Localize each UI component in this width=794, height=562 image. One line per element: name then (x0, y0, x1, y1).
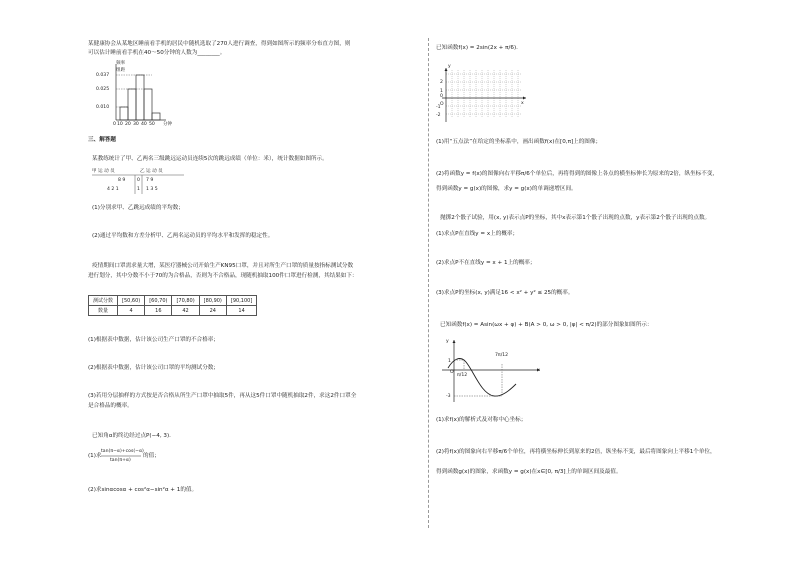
column-divider (428, 38, 429, 528)
q-sin-line1: 已知函数f(x) = Asin(ωx + φ) + B(A > 0, ω > 0, |φ| < π/2)的部分图象如图所示： (440, 322, 653, 328)
q-sin-1: (1)求f(x)的解析式及对称中心坐标； (436, 417, 527, 423)
q-func-2-line2: 得到函数y = g(x)的图像，求y = g(x)的单调递增区间。 (436, 186, 577, 192)
q-athlete: 某教练统计了甲、乙两名三级跳远运动员连续5次的跳远成绩（单位：米），统计数据如图所示。 (92, 156, 328, 162)
q-func-2-line1: (2)将函数y = f(x)的图像向右平移π/6个单位后，再将得到的图像上各点的横坐标伸长为原来的2倍，纵坐标不变， (436, 171, 719, 177)
q-angle: 已知角α的终边经过点P(−4, 3). (92, 433, 171, 439)
q-func-1: (1)用“五点法”在给定的坐标系中，画出函数f(x)在[0,π]上的图像； (436, 139, 602, 145)
histogram-chart (110, 62, 173, 127)
hist-bar (120, 107, 128, 120)
coordinate-grid (440, 66, 530, 124)
q-sin-2-line1: (2)将f(x)的图象向右平移π/6个单位，再将横坐标伸长到原来的2倍，纵坐标不变，最后将图象向上平移1个单位， (436, 449, 716, 455)
hist-xtick: 30 (133, 122, 139, 127)
section-title: 三、解答题 (88, 137, 116, 143)
hist-ylabel-top: 频率 (116, 61, 126, 66)
sine-x-label: x (537, 368, 540, 373)
hist-bar (128, 89, 136, 120)
hist-bar (136, 75, 144, 120)
score-count: 42 (172, 306, 199, 316)
hist-xtick: 40 (141, 122, 147, 127)
hist-ytick: 0.010 (96, 105, 110, 110)
q-angle-1-numerator: tan(π−α)+cos(−α) (101, 449, 144, 454)
stem-row1-right: 7 9 (146, 178, 154, 183)
grid-ytick: -1 (436, 105, 441, 110)
q-angle-1-prefix: (1)求 (88, 453, 102, 459)
stem-right-title: 乙 运 动 员 (140, 169, 163, 174)
stem-left-title: 甲 运 动 员 (92, 169, 115, 174)
q-angle-1-denominator: tan(π+α) (110, 458, 131, 463)
grid-ytick: 0 (440, 94, 443, 99)
score-range: [50,60) (118, 296, 145, 306)
score-range: [80,90) (199, 296, 226, 306)
sine-x1: π/12 (457, 373, 468, 378)
score-table (88, 295, 257, 316)
score-table-row (89, 306, 257, 316)
q-dice-line1: 抛掷2个骰子试验，用(x, y)表示点P的坐标，其中x表示第1个骰子出现的点数，y表示第2个骰子出现的点数。 (440, 215, 711, 221)
sine-y-label: y (446, 339, 449, 344)
stem-row1-stem: 0 (137, 178, 140, 183)
score-count-label: 数量 (89, 306, 118, 316)
q-athlete-2: (2)通过平均数和方差分析甲、乙两名运动员的平均水平和发挥的稳定性。 (92, 233, 274, 239)
q-sin-2-line2: 得到函数g(x)的图象，求函数y = g(x)在x∈[0, π/3]上的单调区间及最值。 (436, 469, 622, 475)
score-count: 14 (226, 306, 256, 316)
q-mask-1: (1)根据表中数据，估计该公司生产口罩的不合格率； (88, 337, 219, 343)
hist-xtick: 0 (113, 122, 116, 127)
score-count: 4 (118, 306, 145, 316)
grid-y-label: y (448, 64, 451, 69)
q-athlete-1: (1)分别求甲、乙跳远成绩的平均数； (92, 205, 184, 211)
q-survey-line1: 某健康协会从某地区睡前看手机的居民中随机选取了270人进行调查，得到如图所示的频率分布直方图，则 (88, 41, 351, 47)
q-angle-2: (2)求sinαcosα + cos²α−sin²α + 1的值。 (88, 487, 198, 493)
q-angle-1-suffix: 的值； (143, 453, 160, 459)
hist-bar (152, 113, 160, 120)
stem-row2-right: 1 3 5 (146, 187, 158, 192)
score-count: 24 (199, 306, 226, 316)
grid-ytick: 1 (440, 89, 443, 94)
sine-origin: O (450, 370, 454, 375)
score-count: 16 (145, 306, 172, 316)
q-dice-1: (1)求点P在直线y = x上的概率； (436, 231, 519, 237)
hist-ylabel-bottom: 组距 (116, 68, 126, 73)
stem-row2-left: 4 2 1 (107, 187, 119, 192)
q-mask-2: (2)根据表中数据，估计该公司口罩的平均测试分数； (88, 365, 219, 371)
q-mask-line1: 疫情期间口罩需求量大增，某医疗器械公司开始生产KN95口罩，并且对所生产口罩的质量按指标测试分数 (92, 263, 354, 269)
sine-y-top: 1 (448, 359, 451, 364)
score-range: [70,80) (172, 296, 199, 306)
grid-ytick: -2 (436, 113, 441, 118)
score-table-header: 测试分数 (89, 296, 118, 306)
grid-ytick: 2 (440, 80, 443, 85)
score-range: [60,70) (145, 296, 172, 306)
q-survey-line2: 可以估计睡前看手机在40～50分钟的人数为________。 (88, 50, 226, 56)
hist-xtick: 10 (117, 122, 123, 127)
q-mask-3-line1: (3)若用分层抽样的方式按是否合格从所生产口罩中抽取5件，再从这5件口罩中随机抽取2件，求这2件口罩全 (88, 393, 357, 399)
q-mask-3-line2: 是合格品的概率。 (88, 403, 133, 409)
grid-origin: O (440, 102, 444, 107)
hist-bar (144, 89, 152, 120)
q-mask-line2: 进行划分，其中分数不小于70的为合格品，否则为不合格品，现随机抽取100件口罩进行检测，其结果如下： (88, 273, 358, 279)
arrow-up-icon (453, 340, 456, 343)
score-range: [90,100] (226, 296, 256, 306)
sine-x2: 7π/12 (495, 353, 509, 358)
grid-x-label: x (521, 101, 524, 106)
hist-ytick: 0.037 (96, 73, 110, 78)
hist-xtick: 20 (125, 122, 131, 127)
q-dice-3: (3)求点P的坐标(x, y)满足16 < x² + y² ≤ 25的概率。 (436, 290, 574, 296)
sine-y-bottom: -3 (446, 394, 451, 399)
hist-ytick: 0.025 (96, 87, 110, 92)
score-table-row (89, 296, 257, 306)
q-func: 已知函数f(x) = 2sin(2x + π/6). (436, 45, 518, 51)
q-dice-2: (2)求点P不在直线y = x + 1上的概率； (436, 260, 536, 266)
stem-row2-stem: 1 (137, 187, 140, 192)
hist-xtick: 50 (149, 122, 155, 127)
hist-xunit: 分钟 (163, 122, 173, 127)
stem-row1-left: 8 9 (118, 178, 126, 183)
